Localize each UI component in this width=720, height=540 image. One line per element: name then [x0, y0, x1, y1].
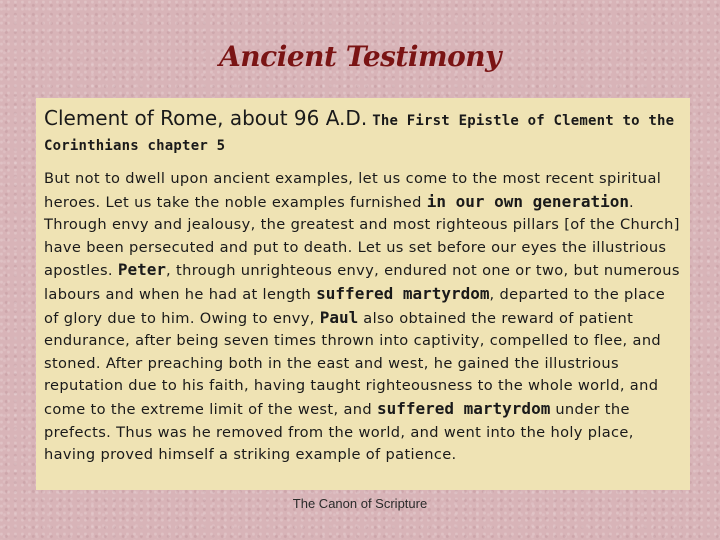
slide-footer: The Canon of Scripture — [292, 496, 428, 511]
quote-body — [44, 168, 682, 467]
emphasis-martyrdom-paul: suffered martyrdom — [376, 398, 551, 418]
source-work-title: The First Epistle of Clement to the Corinthians chapter 5 — [44, 113, 675, 154]
emphasis-paul: Paul — [319, 307, 359, 327]
emphasis-peter: Peter — [117, 260, 167, 280]
quote-text: under the prefects. Thus was he removed from the world, and went into the holy place, having proved himself a striking example of patience. — [44, 400, 634, 464]
quote-text: , through unrighteous envy, endured not one or two, but numerous labours and when he had at length — [44, 262, 680, 303]
slide-title: Ancient Testimony — [219, 40, 501, 73]
emphasis-generation: in our own generation — [426, 191, 629, 211]
quote-text: also obtained the reward of patient endurance, after being seven times thrown into captivity, compelled to flee, and stoned. After preaching both in the east and west, he gained the illustrious reputation due to his faith, having taught righteousness to the whole world, and come to the extreme limit of the west, and — [44, 309, 662, 418]
source-header — [44, 106, 682, 158]
source-author-date: Clement of Rome, about 96 A.D. — [44, 106, 368, 130]
quote-text: . Through envy and jealousy, the greatest and most righteous pillars [of the Church] have been persecuted and put to death. Let us set before our eyes the illustrious apostles. — [44, 193, 680, 280]
emphasis-martyrdom-peter: suffered martyrdom — [316, 283, 490, 303]
quote-text: , departed to the place of glory due to him. Owing to envy, — [44, 285, 666, 327]
quote-text: But not to dwell upon ancient examples, let us come to the most recent spiritual heroes. Let us take the noble examples furnished — [44, 170, 662, 211]
quote-panel — [36, 98, 690, 490]
